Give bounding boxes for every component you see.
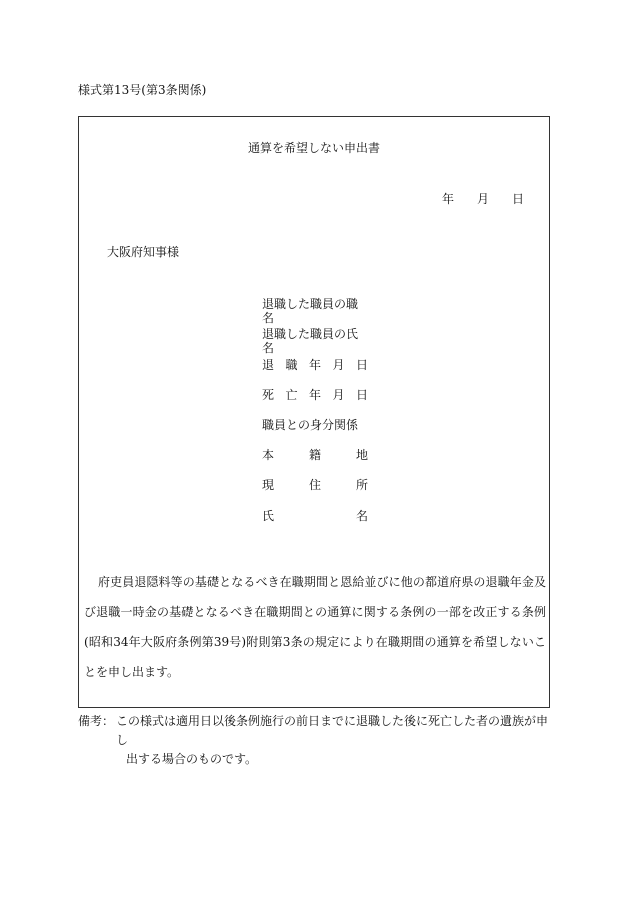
field-char: 本 [262, 448, 275, 462]
field-retired-position [262, 297, 368, 325]
date-year: 年 [442, 192, 455, 206]
addressee: 大阪府知事様 [107, 245, 180, 259]
field-char: 日 [355, 388, 368, 402]
note-label: 備考： [78, 714, 115, 728]
field-char: 日 [355, 358, 368, 372]
field-char: 地 [355, 448, 368, 462]
field-char: 籍 [308, 448, 321, 462]
field-death-date [262, 388, 368, 402]
form-title: 通算を希望しない申出書 [247, 141, 380, 155]
field-char: 退 [262, 358, 275, 372]
field-char: 所 [355, 478, 368, 492]
field-char: 職 [285, 358, 298, 372]
field-address [262, 478, 368, 492]
field-retirement-date [262, 358, 368, 372]
date-day: 日 [512, 192, 525, 206]
field-char: 亡 [285, 388, 298, 402]
field-char: 死 [262, 388, 275, 402]
body-text: 府吏員退隠料等の基礎となるべき在職期間と恩給並びに他の都道府県の退職年金及び退職一時金の基礎となるべき在職期間との通算に関する条例の一部を改正する条例(昭和34年大阪府条例第39号)附則第3条の規定により在職期間の通算を希望しないことを申し出ます。 [84, 575, 546, 679]
field-relationship [262, 418, 368, 432]
field-domicile [262, 448, 368, 462]
field-char: 職員との身分関係 [262, 418, 359, 432]
field-name [262, 509, 368, 523]
date-month: 月 [477, 192, 490, 206]
field-char: 退職した職員の職名 [262, 297, 359, 325]
form-frame [78, 116, 550, 708]
field-char: 年 [308, 358, 321, 372]
field-char: 月 [332, 358, 345, 372]
field-char: 退職した職員の氏名 [262, 327, 359, 355]
field-char: 現 [262, 478, 275, 492]
note-text [116, 712, 550, 769]
note-line-1: この様式は適用日以後条例施行の前日までに退職した後に死亡した者の遺族が申し [116, 714, 549, 747]
note-line-2: 出する場合のものです。 [126, 752, 258, 766]
field-retired-name [262, 327, 368, 355]
field-char: 名 [355, 509, 368, 523]
field-char: 月 [332, 388, 345, 402]
form-number: 様式第13号(第3条関係) [78, 83, 207, 97]
field-char: 住 [308, 478, 321, 492]
field-char: 氏 [262, 509, 275, 523]
field-char: 年 [308, 388, 321, 402]
